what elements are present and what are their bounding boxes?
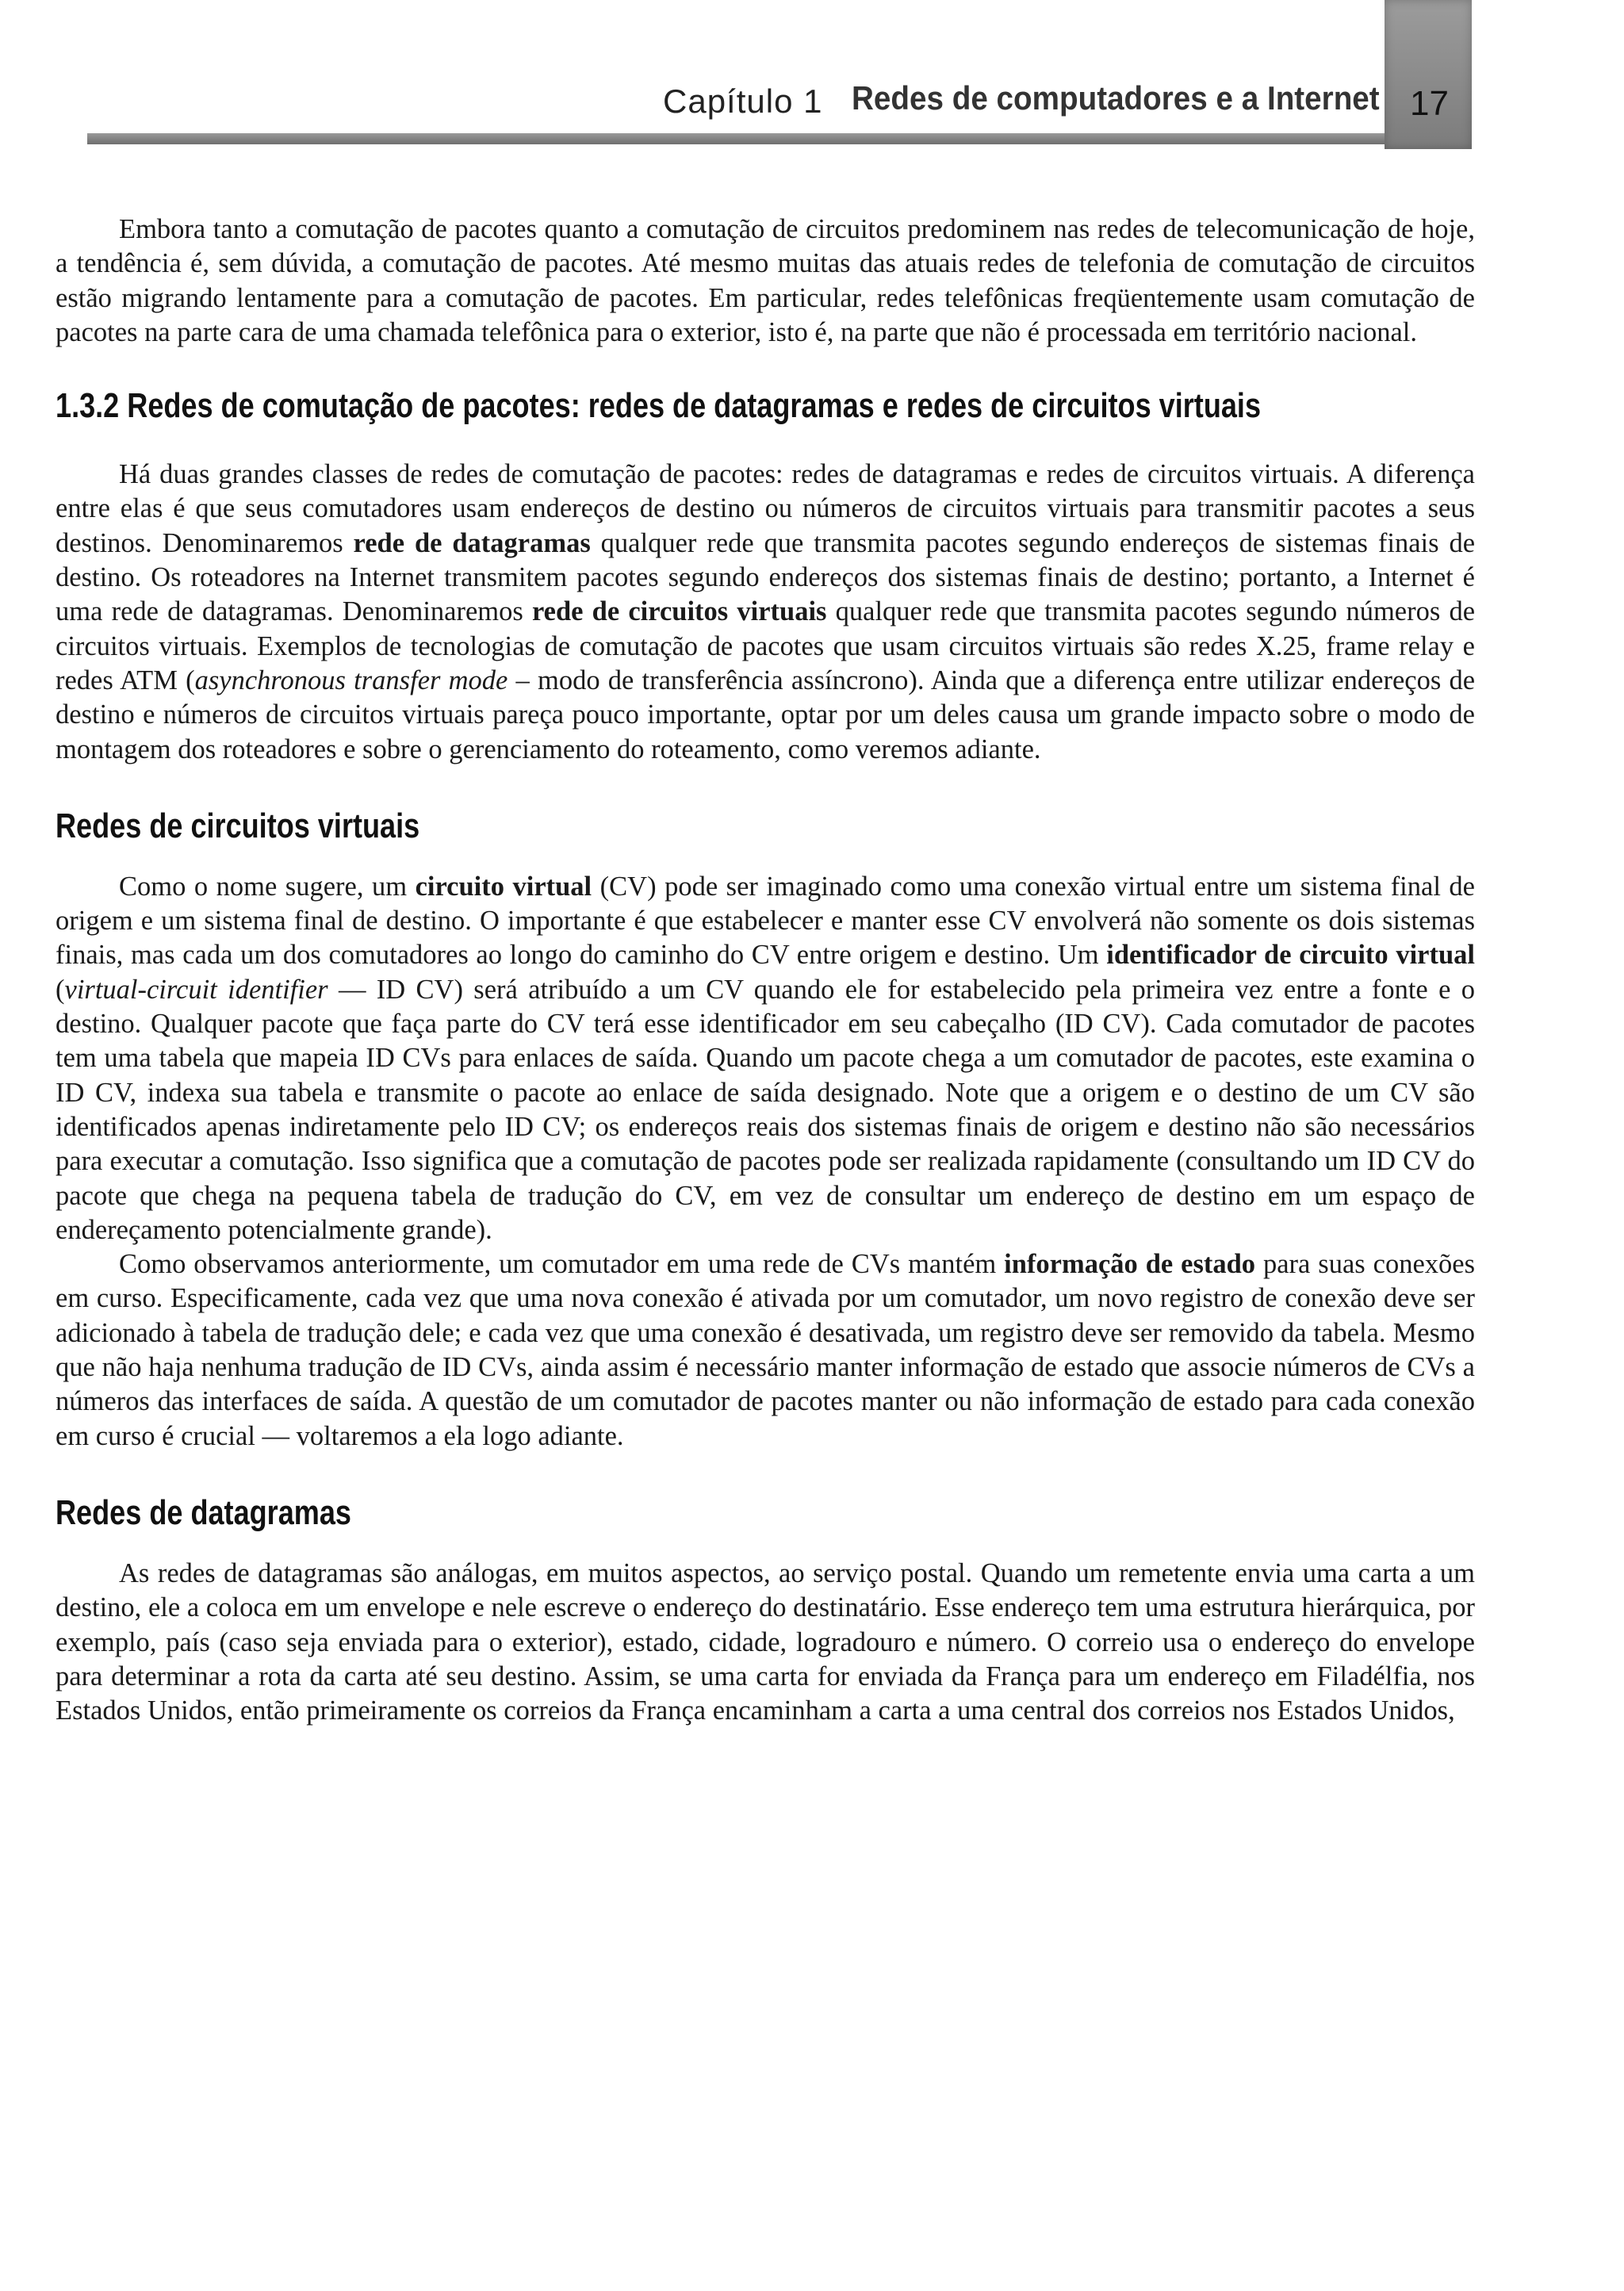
text-run: qualquer rede que transmita pacotes segundo números de circuitos virtuais. Exemplos de tecnologias de comutação de pacotes que usam circuitos virtuais são redes X.25, frame relay e redes ATM ( (56, 596, 1476, 695)
dg-paragraph-1: As redes de datagramas são análogas, em muitos aspectos, ao serviço postal. Quando um remetente envia uma carta a um destino, ele a coloca em um envelope e nele escreve o endereço do destinatário. Esse endereço tem uma estrutura hierárquica, por exemplo, país (caso seja enviada para o exterior), estado, cidade, logradouro e número. O correio usa o endereço do envelope para determinar a rota da carta até seu destino. Assim, se uma carta for enviada da França para um endereço em Filadélfia, nos Estados Unidos, então primeiramente os correios da França encaminham a carta a uma central dos correios nos Estados Unidos, (56, 1557, 1475, 1726)
text-run: Há duas grandes classes de redes de comutação de pacotes: redes de datagramas e redes de circuitos virtuais. A diferença entre elas é que seus comutadores usam endereços de destino ou números de circuitos virtuais para transmitir pacotes a seus destinos. Denominaremos (56, 459, 1475, 558)
term-datagram-network: rede de datagramas (353, 527, 591, 558)
text-run: (CV) pode ser imaginado como uma conexão virtual entre um sistema final de origem e um sistema final de destino. O importante é que estabelecer e manter esse CV envolverá não somente os dois sistemas finais, mas cada um dos comutadores ao longo do caminho do CV entre origem e destino. Um (56, 871, 1475, 971)
page-number: 17 (1410, 84, 1449, 123)
term-vc-identifier: identificador de circuito virtual (1106, 940, 1475, 971)
header-rule (87, 133, 1451, 144)
text-run: qualquer rede que transmita pacotes segundo endereços de sistemas finais de destino. Os roteadores na Internet transmitem pacotes segundo endereços dos sistemas finais de destino; portanto, a Internet é uma rede de datagramas. Denominaremos (56, 527, 1476, 627)
running-head-title: Redes de computadores e a Internet (852, 79, 1380, 117)
text-run: para suas conexões em curso. Especificamente, cada vez que uma nova conexão é ativada por um comutador, um novo registro de conexão deve ser adicionado à tabela de tradução dele; e cada vez que uma conexão é desativada, um registro deve ser removido da tabela. Mesmo que não haja nenhuma tradução de ID CVs, ainda assim é necessário manter informação de estado que associe números de CVs a números das interfaces de saída. A questão de um comutador de pacotes manter ou não informação de estado para cada conexão em curso é crucial — voltaremos a ela logo adiante. (56, 1249, 1475, 1451)
section-heading: 1.3.2 Redes de comutação de pacotes: redes de datagramas e redes de circuitos virtuais (56, 386, 1262, 426)
subheading-datagram-networks: Redes de datagramas (56, 1492, 351, 1532)
vc-paragraph-1 (56, 870, 1475, 1247)
text-run: Como observamos anteriormente, um comutador em uma rede de CVs mantém (119, 1249, 1005, 1280)
page-header (0, 0, 1624, 159)
intro-paragraph: Embora tanto a comutação de pacotes quanto a comutação de circuitos predominem nas redes de telecomunicação de hoje, a tendência é, sem dúvida, a comutação de pacotes. Até mesmo muitas das atuais redes de telefonia de comutação de circuitos estão migrando lentamente para a comutação de pacotes. Em particular, redes telefônicas freqüentemente usam comutação de pacotes na parte cara de uma chamada telefônica para o exterior, isto é, na parte que não é processada em território nacional. (56, 214, 1475, 347)
section-paragraph (56, 458, 1475, 767)
text-run: — ID CV) será atribuído a um CV quando ele for estabelecido pela primeira vez entre a fonte e o destino. Qualquer pacote que faça parte do CV terá esse identificador em seu cabeçalho (ID CV). Cada comutador de pacotes tem uma tabela que mapeia ID CVs para enlaces de saída. Quando um pacote chega a um comutador de pacotes, este examina o ID CV, indexa sua tabela e transmite o pacote ao enlace de saída designado. Note que a origem e o destino de um CV são identificados apenas indiretamente pelo ID CV; os endereços reais dos sistemas finais de origem e destino não são necessários para executar a comutação. Isso significa que a comutação de pacotes pode ser realizada rapidamente (consultando um ID CV do pacote que chega na pequena tabela de tradução do CV, em vez de consultar um endereço de destino em um espaço de endereçamento potencialmente grande). (56, 974, 1475, 1245)
text-run: ( (56, 974, 65, 1005)
text-run: Como o nome sugere, um (119, 871, 416, 902)
term-atm-expansion: asynchronous transfer mode (194, 665, 508, 695)
term-vc-identifier-en: virtual-circuit identifier (64, 974, 328, 1005)
vc-paragraph-2 (56, 1247, 1475, 1454)
subheading-virtual-circuits: Redes de circuitos virtuais (56, 806, 420, 845)
page-number-tab (1385, 0, 1472, 149)
term-vc-network: rede de circuitos virtuais (531, 596, 827, 627)
term-state-information: informação de estado (1004, 1249, 1256, 1280)
text-run: – modo de transferência assíncrono). Ainda que a diferença entre utilizar endereços de destino e números de circuitos virtuais pareça pouco importante, optar por um deles causa um grande impacto sobre o modo de montagem dos roteadores e sobre o gerenciamento do roteamento, como veremos adiante. (56, 665, 1476, 764)
term-virtual-circuit: circuito virtual (415, 871, 592, 902)
running-head-chapter: Capítulo 1 (663, 82, 823, 120)
page-body (56, 213, 1475, 1728)
